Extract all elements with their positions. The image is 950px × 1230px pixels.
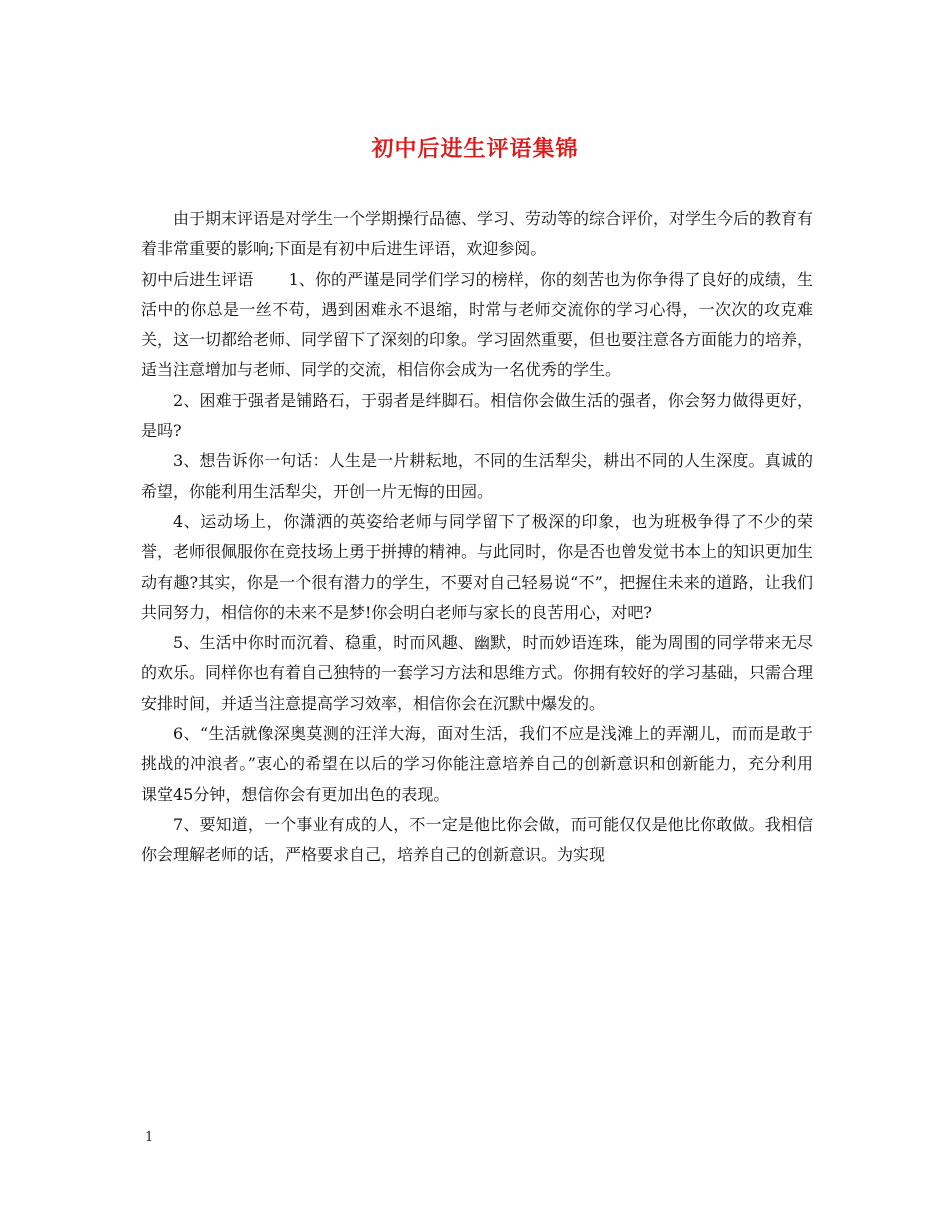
document-body xyxy=(141,204,813,871)
document-title: 初中后进生评语集锦 xyxy=(371,136,579,162)
section-heading: 初中后进生评语 xyxy=(141,269,254,289)
comment-text-1: 1、你的严谨是同学们学习的榜样，你的刻苦也为你争得了良好的成绩，生活中的你总是一丝不苟，遇到困难永不退缩，时常与老师交流你的学习心得，一次次的攻克难关，这一切都给老师、同学留下了深刻的印象。学习固然重要，但也要注意各方面能力的培养，适当注意增加与老师、同学的交流，相信你会成为一名优秀的学生。 xyxy=(141,269,814,380)
comment-paragraph-2: 2、困难于强者是铺路石，于弱者是绊脚石。相信你会做生活的强者，你会努力做得更好，是吗? xyxy=(141,390,813,441)
comment-paragraph-5: 5、生活中你时而沉着、稳重，时而风趣、幽默，时而妙语连珠，能为周围的同学带来无尽的欢乐。同样你也有着自己独特的一套学习方法和思维方式。你拥有较好的学习基础，只需合理安排时间，并适当注意提高学习效率，相信你会在沉默中爆发的。 xyxy=(141,633,814,713)
comment-paragraph-3: 3、想告诉你一句话：人生是一片耕耘地，不同的生活犁尖，耕出不同的人生深度。真诚的希望，你能利用生活犁尖，开创一片无悔的田园。 xyxy=(141,451,813,501)
comment-paragraph-6: 6、“生活就像深奥莫测的汪洋大海，面对生活，我们不应是浅滩上的弄潮儿，而而是敢于挑战的冲浪者。”衷心的希望在以后的学习你能注意培养自己的创新意识和创新能力，充分利用课堂45分钟，想信你会有更加出色的表现。 xyxy=(141,724,813,804)
intro-paragraph: 由于期末评语是对学生一个学期操行品德、学习、劳动等的综合评价，对学生今后的教育有着非常重要的影响;下面是有初中后进生评语，欢迎参阅。 xyxy=(141,209,814,259)
page-number: 1 xyxy=(145,1130,154,1145)
comment-paragraph-4: 4、运动场上，你潇洒的英姿给老师与同学留下了极深的印象，也为班极争得了不少的荣誉，老师很佩服你在竞技场上勇于拼搏的精神。与此同时，你是否也曾发觉书本上的知识更加生动有趣?其实，你是一个很有潜力的学生，不要对自己轻易说“不”，把握住未来的道路，让我们共同努力，相信你的未来不是梦!你会明白老师与家长的良苦用心，对吧? xyxy=(141,511,814,622)
comment-paragraph-7: 7、要知道，一个事业有成的人，不一定是他比你会做，而可能仅仅是他比你敢做。我相信你会理解老师的话，严格要求自己，培养自己的创新意识。为实现 xyxy=(141,814,813,865)
comment-paragraph-1 xyxy=(141,265,813,386)
